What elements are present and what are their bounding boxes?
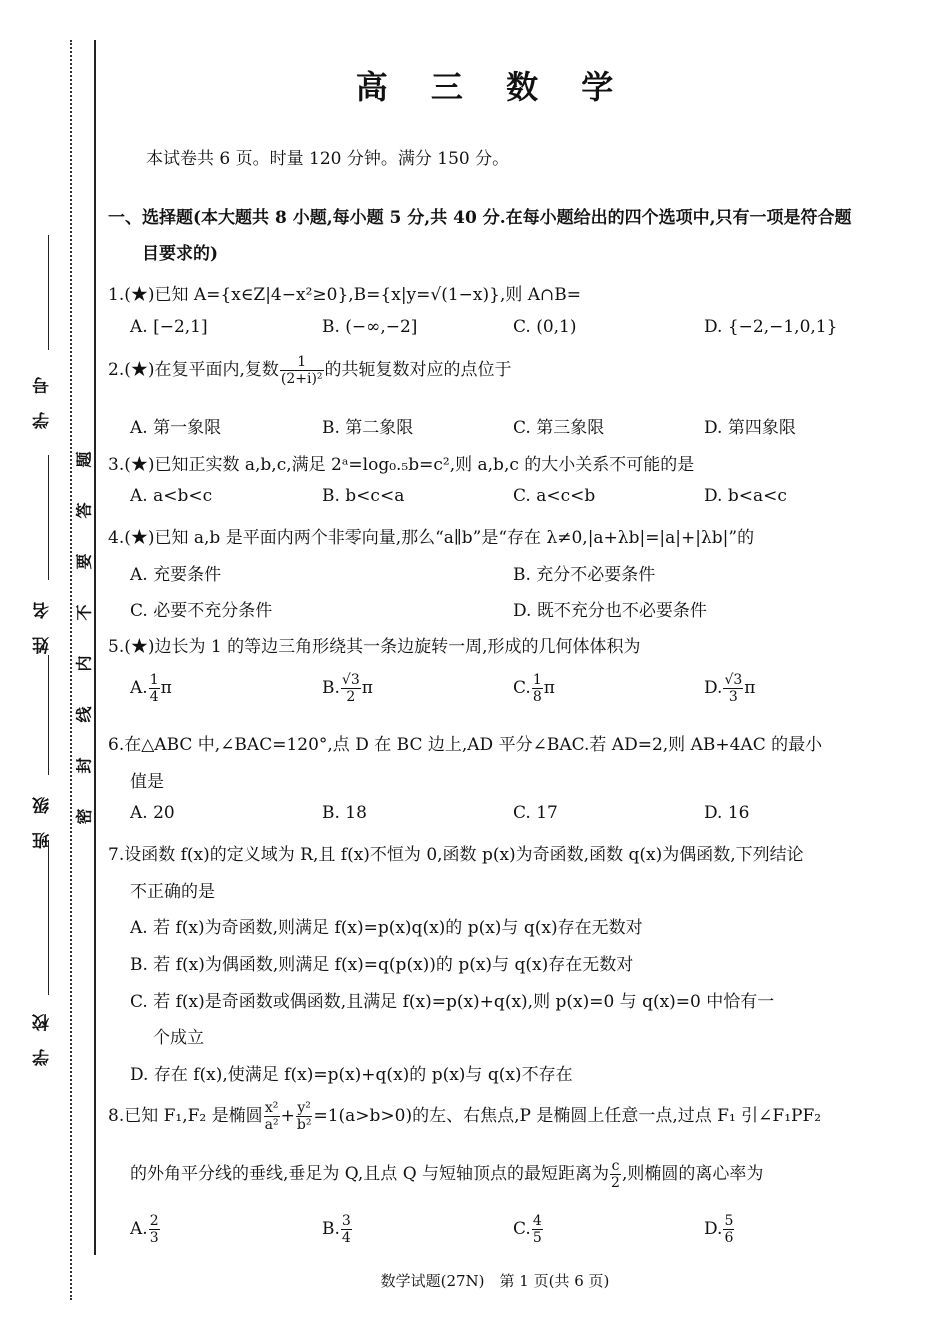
fraction-denominator: 2 <box>611 1175 620 1191</box>
question-6-stem-line-1: 6.在△ABC 中,∠BAC=120°,点 D 在 BC 边上,AD 平分∠BAC.若 AD=2,则 AB+4AC 的最小 <box>108 735 823 755</box>
question-8-text: + <box>280 1106 295 1126</box>
question-1-option-c: C. (0,1) <box>513 317 577 337</box>
fraction <box>264 1100 280 1133</box>
fraction <box>296 1100 313 1133</box>
fraction-numerator: 1 <box>280 354 324 371</box>
fraction <box>723 672 743 705</box>
question-2-stem <box>108 354 928 387</box>
fraction <box>532 1213 543 1246</box>
option-letter: C. <box>513 678 531 698</box>
question-5-option-a <box>130 672 172 705</box>
fraction-denominator: b² <box>296 1117 312 1133</box>
margin-field-class-line <box>48 655 49 775</box>
option-letter: B. <box>322 678 340 698</box>
question-2-option-c: C. 第三象限 <box>513 418 605 438</box>
question-8-text: 8.已知 F₁,F₂ 是椭圆 <box>108 1106 263 1126</box>
question-6-option-c: C. 17 <box>513 803 558 823</box>
seal-char: 内 <box>74 655 94 672</box>
fraction-numerator: 1 <box>532 672 542 688</box>
fraction-denominator: 2 <box>346 689 356 705</box>
section-heading-line: 一、选择题(本大题共 8 小题,每小题 5 分,共 40 分.在每小题给出的四个选项中,只有一项是符合题 <box>108 208 852 228</box>
fraction-numerator: √3 <box>341 672 360 688</box>
question-2-text: 2.(★)在复平面内,复数 <box>108 360 279 380</box>
fraction-denominator: 4 <box>341 1230 351 1246</box>
seal-char: 密 <box>74 808 94 825</box>
question-3-option-b: B. b<c<a <box>322 486 405 506</box>
question-3-stem: 3.(★)已知正实数 a,b,c,满足 2ᵃ=log₀.₅b=c²,则 a,b,c 的大小关系不可能的是 <box>108 455 695 475</box>
question-1-option-d: D. {−2,−1,0,1} <box>704 317 838 337</box>
option-letter: B. <box>322 1219 340 1239</box>
margin-field-school-label: 学 校 <box>33 1008 53 1067</box>
fraction-numerator: 1 <box>149 672 159 688</box>
fraction <box>610 1158 621 1191</box>
question-4-option-d: D. 既不充分也不必要条件 <box>513 601 707 621</box>
fraction <box>149 672 160 705</box>
question-7-stem-line-1: 7.设函数 f(x)的定义域为 R,且 f(x)不恒为 0,函数 p(x)为奇函数,函数 q(x)为偶函数,下列结论 <box>108 845 804 865</box>
seal-char: 答 <box>74 502 94 519</box>
fraction <box>341 1213 352 1246</box>
question-2-option-a: A. 第一象限 <box>130 418 222 438</box>
question-8-stem-line-2 <box>130 1158 920 1191</box>
fraction-numerator: √3 <box>724 672 743 688</box>
fraction-denominator: (2+i)² <box>280 371 323 387</box>
question-3-option-a: A. a<b<c <box>130 486 213 506</box>
question-8-option-c <box>513 1213 544 1246</box>
question-5-option-c <box>513 672 555 705</box>
fraction-numerator: c <box>611 1158 620 1174</box>
question-4-option-c: C. 必要不充分条件 <box>130 601 273 621</box>
margin-field-name-label: 姓 名 <box>33 596 53 654</box>
margin-field-student-id-label: 学 号 <box>33 371 53 429</box>
question-8-option-a <box>130 1213 161 1246</box>
question-2-option-d: D. 第四象限 <box>704 418 796 438</box>
question-7-option-c-line-1: C. 若 f(x)是奇函数或偶函数,且满足 f(x)=p(x)+q(x),则 p(x)=0 与 q(x)=0 中恰有一 <box>130 992 775 1012</box>
fraction-numerator: 5 <box>724 1213 734 1229</box>
fraction <box>280 354 324 387</box>
fraction-numerator: x² <box>264 1100 279 1116</box>
fraction <box>532 672 543 705</box>
question-7-option-c-line-2: 个成立 <box>153 1028 204 1048</box>
fraction-denominator: 3 <box>149 1230 159 1246</box>
option-text: π <box>160 678 172 698</box>
exam-intro: 本试卷共 6 页。时量 120 分钟。满分 150 分。 <box>146 149 510 169</box>
fraction-denominator: 6 <box>724 1230 734 1246</box>
option-text: π <box>543 678 555 698</box>
question-8-text: 的外角平分线的垂线,垂足为 Q,且点 Q 与短轴顶点的最短距离为 <box>130 1164 610 1184</box>
fraction <box>341 672 361 705</box>
fraction-numerator: 3 <box>341 1213 351 1229</box>
margin-border-line <box>94 40 96 1255</box>
section-heading <box>108 200 928 272</box>
seal-char: 不 <box>74 604 94 621</box>
question-6-stem-line-2: 值是 <box>130 772 164 792</box>
question-8-text: =1(a>b>0)的左、右焦点,P 是椭圆上任意一点,过点 F₁ 引∠F₁PF₂ <box>313 1106 822 1126</box>
seal-char: 要 <box>74 553 94 570</box>
fraction-numerator: 2 <box>149 1213 159 1229</box>
fraction-denominator: a² <box>264 1117 279 1133</box>
question-8-text: ,则椭圆的离心率为 <box>621 1164 764 1184</box>
question-8-option-d <box>704 1213 735 1246</box>
fraction <box>723 1213 734 1246</box>
seal-char: 封 <box>74 757 94 774</box>
option-letter: A. <box>130 678 148 698</box>
question-1-stem: 1.(★)已知 A={x∈Z|4−x²≥0},B={x|y=√(1−x)},则 A∩B= <box>108 285 582 305</box>
option-letter: C. <box>513 1219 531 1239</box>
question-4-option-a: A. 充要条件 <box>130 565 222 585</box>
margin-field-name-line <box>48 455 49 580</box>
seal-line-notice <box>72 448 94 828</box>
question-5-option-b <box>322 672 373 705</box>
question-5-option-d <box>704 672 755 705</box>
page-title: 高 三 数 学 <box>355 68 630 106</box>
question-5-stem: 5.(★)边长为 1 的等边三角形绕其一条边旋转一周,形成的几何体体积为 <box>108 637 641 657</box>
question-1-option-b: B. (−∞,−2] <box>322 317 418 337</box>
question-8-stem-line-1 <box>108 1100 928 1133</box>
section-heading-line: 目要求的) <box>142 244 219 264</box>
question-2-text: 的共轭复数对应的点位于 <box>324 360 512 380</box>
option-text: π <box>744 678 756 698</box>
option-letter: D. <box>704 1219 723 1239</box>
question-4-stem: 4.(★)已知 a,b 是平面内两个非零向量,那么“a∥b”是“存在 λ≠0,|a+λb|=|a|+|λb|”的 <box>108 528 755 548</box>
margin-field-school-line <box>48 840 49 995</box>
question-1-option-a: A. [−2,1] <box>130 317 208 337</box>
fraction-denominator: 3 <box>728 689 738 705</box>
question-4-option-b: B. 充分不必要条件 <box>513 565 656 585</box>
question-3-option-d: D. b<a<c <box>704 486 787 506</box>
page-footer: 数学试题(27N) 第 1 页(共 6 页) <box>380 1272 610 1290</box>
fraction-denominator: 4 <box>149 689 159 705</box>
option-text: π <box>361 678 373 698</box>
fraction-numerator: 4 <box>532 1213 542 1229</box>
fraction-denominator: 5 <box>532 1230 542 1246</box>
fraction-numerator: y² <box>297 1100 311 1116</box>
question-6-option-d: D. 16 <box>704 803 750 823</box>
fraction-denominator: 8 <box>532 689 542 705</box>
option-letter: A. <box>130 1219 148 1239</box>
question-2-option-b: B. 第二象限 <box>322 418 414 438</box>
margin-field-student-id-line <box>48 235 49 350</box>
option-letter: D. <box>704 678 723 698</box>
question-7-option-d: D. 存在 f(x),使满足 f(x)=p(x)+q(x)的 p(x)与 q(x)不存在 <box>130 1065 573 1085</box>
seal-char: 题 <box>74 451 94 468</box>
question-3-option-c: C. a<c<b <box>513 486 596 506</box>
question-7-option-b: B. 若 f(x)为偶函数,则满足 f(x)=q(p(x))的 p(x)与 q(x)存在无数对 <box>130 955 634 975</box>
question-6-option-a: A. 20 <box>130 803 175 823</box>
question-8-option-b <box>322 1213 353 1246</box>
margin-field-class-label: 班 级 <box>33 791 53 849</box>
fraction <box>149 1213 160 1246</box>
seal-char: 线 <box>74 706 94 723</box>
question-6-option-b: B. 18 <box>322 803 367 823</box>
question-7-option-a: A. 若 f(x)为奇函数,则满足 f(x)=p(x)q(x)的 p(x)与 q(x)存在无数对 <box>130 918 643 938</box>
question-7-stem-line-2: 不正确的是 <box>130 882 215 902</box>
